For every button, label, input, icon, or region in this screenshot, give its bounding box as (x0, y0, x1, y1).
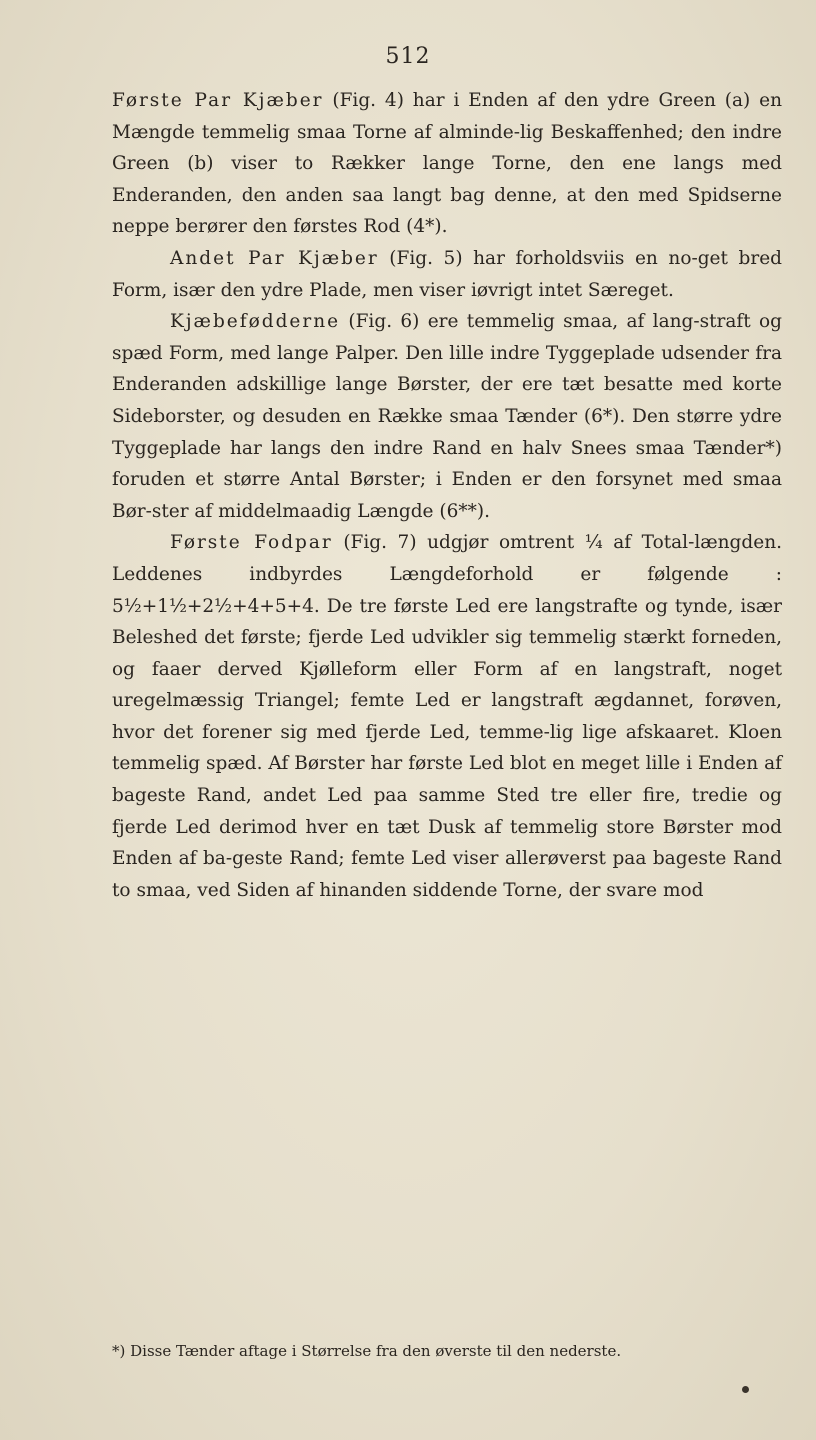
paragraph-first-jaw-pair (112, 85, 782, 243)
paragraph-lead: Andet Par Kjæber (170, 247, 379, 269)
paragraph-second-jaw-pair (112, 243, 782, 306)
paragraph-first-foot-pair (112, 527, 782, 906)
page-number: 512 (385, 44, 431, 69)
paragraph-text: (Fig. 7) udgjør omtrent ¼ af Total-længden. Leddenes indbyrdes Længdeforhold er følgende : 5½+1½+2½+4+5+4. De tre første Led ere langstrafte og tynde, især Beleshed det første; fjerde Led udvikler sig temmelig stærkt forneden, og faaer derved Kjølleform eller Form af en langstraft, noget uregelmæssig Triangel; femte Led er langstraft ægdannet, forøven, hvor det forener sig med fjerde Led, temme-lig lige afskaaret. Kloen temmelig spæd. Af Børster har første Led blot en meget lille i Enden af bageste Rand, andet Led paa samme Sted tre eller fire, tredie og fjerde Led derimod hver en tæt Dusk af temmelig store Børster mod Enden af ba-geste Rand; femte Led viser allerøverst paa bageste Rand to smaa, ved Siden af hinanden siddende Torne, der svare mod (112, 532, 782, 901)
paragraph-text: (Fig. 5) har forholdsviis en no-get bred Form, især den ydre Plade, men viser iøvrigt intet Særeget. (112, 247, 782, 301)
paragraph-lead: Første Par Kjæber (112, 90, 324, 111)
footnote: *) Disse Tænder aftage i Størrelse fra den øverste til den nederste. (112, 1342, 622, 1360)
paragraph-text: (Fig. 4) har i Enden af den ydre Green (a) en Mængde temmelig smaa Torne af alminde-lig Beskaffenhed; den indre Green (b) viser to Rækker lange Torne, den ene langs med Enderanden, den anden saa langt bag denne, at den med Spidserne neppe berører den førstes Rod (4*). (112, 90, 782, 238)
paragraph-text: (Fig. 6) ere temmelig smaa, af lang-straft og spæd Form, med lange Palper. Den lille indre Tyggeplade udsender fra Enderanden adskillige lange Børster, der ere tæt besatte med korte Sideborster, og desuden en Række smaa Tænder (6*). Den større ydre Tyggeplade har langs den indre Rand en halv Snees smaa Tænder*) foruden et større Antal Børster; i Enden er den forsynet med smaa Bør-ster af middelmaadig Længde (6**). (112, 311, 782, 522)
body-text (112, 85, 782, 906)
ink-speck (742, 1386, 749, 1393)
paragraph-jaw-feet (112, 306, 782, 527)
paragraph-lead: Første Fodpar (170, 532, 333, 554)
paragraph-lead: Kjæbefødderne (170, 311, 341, 333)
